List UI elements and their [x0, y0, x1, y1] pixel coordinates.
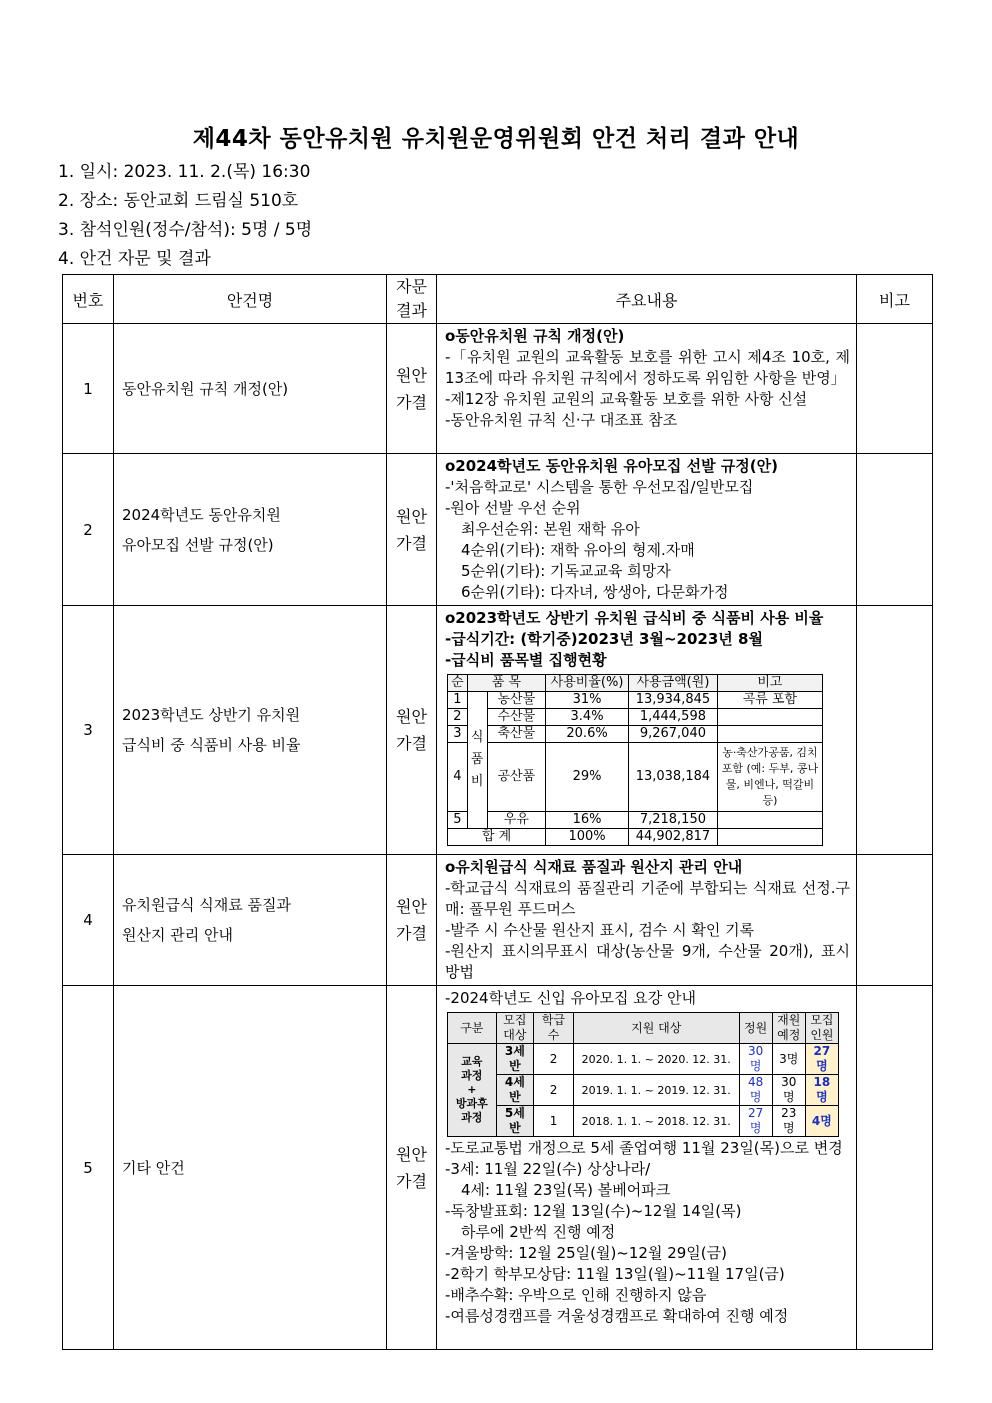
content-heading: o2023학년도 상반기 유치원 급식비 중 식품비 사용 비율 [445, 609, 824, 627]
recruit-count: 27명 [805, 1044, 838, 1075]
row-note [857, 606, 933, 855]
content-line: 4세: 11월 23일(목) 볼베어파크 [461, 1181, 671, 1199]
row-name-line: 원산지 관리 안내 [122, 926, 233, 944]
food-note [717, 812, 822, 829]
food-no: 4 [448, 743, 468, 812]
food-header-amount: 사용금액(원) [628, 675, 717, 692]
row-name [114, 855, 387, 986]
content-line: -원아 선발 우선 순위 [445, 499, 581, 517]
food-note [717, 726, 822, 743]
food-total-ratio: 100% [546, 829, 629, 846]
row-name [114, 454, 387, 606]
content-line: -「유치원 교원의 교육활동 보호를 위한 고시 제4조 10호, 제13조에 따라 유치원 규칙에서 정하도록 위임한 사항을 반영」 [445, 348, 850, 387]
row-result [387, 454, 437, 606]
food-ratio: 16% [546, 812, 629, 829]
recruit-capacity: 27명 [739, 1106, 772, 1137]
food-item: 수산물 [487, 709, 546, 726]
food-ratio: 31% [546, 692, 629, 709]
content-line: 4순위(기타): 재학 유아의 형제.자매 [461, 541, 695, 559]
info-attendance: 3. 참석인원(정수/참석): 5명 / 5명 [58, 220, 313, 240]
recruit-enrolled: 3명 [772, 1044, 805, 1075]
recruit-header: 학급수 [534, 1013, 574, 1044]
recruit-enrolled: 23명 [772, 1106, 805, 1137]
row-result-line2: 가결 [396, 392, 427, 412]
row-num: 3 [63, 606, 114, 855]
food-table-header [448, 675, 823, 692]
recruit-target: 5세반 [496, 1106, 534, 1137]
food-no: 3 [448, 726, 468, 743]
row-num: 1 [63, 324, 114, 454]
food-total-note [717, 829, 822, 846]
content-line: 최우선순위: 본원 재학 유아 [461, 520, 640, 538]
document-title: 제44차 동안유치원 유치원운영위원회 안건 처리 결과 안내 [192, 126, 800, 152]
row-result-line1: 원안 [396, 506, 427, 526]
row-result-line2: 가결 [396, 924, 427, 943]
food-note: 농·축산가공품, 김치 포함 (예: 두부, 콩나물, 비엔나, 떡갈비 등) [717, 743, 822, 812]
food-note [717, 709, 822, 726]
content-heading: -2024학년도 신입 유아모집 요강 안내 [445, 989, 697, 1007]
food-ratio: 29% [546, 743, 629, 812]
row-result-line1: 원안 [396, 1144, 427, 1164]
row-content [437, 324, 857, 454]
agenda-table [62, 274, 933, 1350]
header-result [387, 275, 437, 324]
row-note [857, 986, 933, 1350]
row-result-line1: 원안 [396, 707, 427, 726]
header-result-line2: 결과 [396, 301, 427, 320]
recruit-header: 모집 대상 [496, 1013, 534, 1044]
recruit-classes: 1 [534, 1106, 574, 1137]
row-result-line1: 원안 [396, 365, 427, 385]
recruit-header: 재원 예정 [772, 1013, 805, 1044]
table-row [63, 324, 933, 454]
content-heading: o동안유치원 규칙 개정(안) [445, 327, 625, 345]
content-line: -동안유치원 규칙 신·구 대조표 참조 [445, 411, 678, 429]
recruit-count: 4명 [805, 1106, 838, 1137]
recruit-count: 18명 [805, 1075, 838, 1106]
row-result-line2: 가결 [396, 533, 427, 553]
food-group-label: 식 품 비 [467, 692, 487, 829]
recruit-header: 정원 [739, 1013, 772, 1044]
row-num: 5 [63, 986, 114, 1350]
food-header-item: 품 목 [467, 675, 545, 692]
food-row [448, 692, 823, 709]
content-line: -급식기간: (학기중)2023년 3월~2023년 8월 [445, 630, 763, 648]
recruit-range: 2020. 1. 1. ~ 2020. 12. 31. [573, 1044, 739, 1075]
recruit-row [448, 1075, 839, 1106]
food-header-ratio: 사용비율(%) [546, 675, 629, 692]
food-total-label: 합 계 [448, 829, 546, 846]
row-name-line: 동안유치원 규칙 개정(안) [122, 379, 289, 398]
food-row [448, 709, 823, 726]
content-line: -원산지 표시의무표시 대상(농산물 9개, 수산물 20개), 표시 방법 [445, 942, 850, 981]
food-row [448, 743, 823, 812]
row-result [387, 324, 437, 454]
row-name [114, 606, 387, 855]
content-line: -발주 시 수산물 원산지 표시, 검수 시 확인 기록 [445, 921, 755, 939]
row-name-line: 유치원급식 식재료 품질과 [122, 896, 291, 914]
row-content [437, 454, 857, 606]
content-line: -여름성경캠프를 겨울성경캠프로 확대하여 진행 예정 [445, 1307, 789, 1325]
content-line: -겨울방학: 12월 25일(월)~12월 29일(금) [445, 1244, 727, 1262]
table-row [63, 986, 933, 1350]
food-ratio: 3.4% [546, 709, 629, 726]
recruit-header: 구분 [448, 1013, 497, 1044]
info-date: 1. 일시: 2023. 11. 2.(목) 16:30 [58, 162, 311, 182]
content-line: -급식비 품목별 집행현황 [445, 651, 607, 669]
content-line: 5순위(기타): 기독교교육 희망자 [461, 562, 671, 580]
row-content [437, 986, 857, 1350]
row-note [857, 454, 933, 606]
food-amount: 9,267,040 [628, 726, 717, 743]
row-name-line: 2024학년도 동안유치원 [122, 505, 281, 524]
table-row [63, 454, 933, 606]
header-name: 안건명 [114, 275, 387, 324]
row-content [437, 606, 857, 855]
recruit-classes: 2 [534, 1075, 574, 1106]
food-item: 공산품 [487, 743, 546, 812]
food-item: 우유 [487, 812, 546, 829]
recruit-target: 4세반 [496, 1075, 534, 1106]
food-amount: 1,444,598 [628, 709, 717, 726]
food-item: 축산물 [487, 726, 546, 743]
row-num: 2 [63, 454, 114, 606]
food-total-row [448, 829, 823, 846]
header-num: 번호 [63, 275, 114, 324]
content-line: -제12장 유치원 교원의 교육활동 보호를 위한 사항 신설 [445, 390, 808, 408]
food-amount: 13,934,845 [628, 692, 717, 709]
recruit-table [447, 1012, 839, 1137]
info-agenda: 4. 안건 자문 및 결과 [58, 249, 211, 269]
content-line: -독창발표회: 12월 13일(수)~12월 14일(목) [445, 1202, 742, 1220]
row-name-line: 기타 안건 [122, 1158, 185, 1177]
food-cost-table [447, 674, 823, 846]
recruit-capacity: 48명 [739, 1075, 772, 1106]
food-item: 농산물 [487, 692, 546, 709]
header-note: 비고 [857, 275, 933, 324]
food-no: 2 [448, 709, 468, 726]
recruit-target: 3세반 [496, 1044, 534, 1075]
row-result [387, 986, 437, 1350]
recruit-classes: 2 [534, 1044, 574, 1075]
content-line: -3세: 11월 22일(수) 상상나라/ [445, 1160, 651, 1178]
recruit-capacity: 30명 [739, 1044, 772, 1075]
info-place: 2. 장소: 동안교회 드림실 510호 [58, 191, 299, 211]
row-name [114, 986, 387, 1350]
header-result-line1: 자문 [396, 277, 427, 296]
row-note [857, 324, 933, 454]
food-amount: 7,218,150 [628, 812, 717, 829]
row-note [857, 855, 933, 986]
row-result [387, 855, 437, 986]
content-line: -도로교통법 개정으로 5세 졸업여행 11월 23일(목)으로 변경 [445, 1139, 843, 1157]
row-content [437, 855, 857, 986]
content-line: 6순위(기타): 다자녀, 쌍생아, 다문화가정 [461, 583, 729, 601]
recruit-header: 모집 인원 [805, 1013, 838, 1044]
food-header-no: 순 [448, 675, 468, 692]
row-result [387, 606, 437, 855]
content-heading: o유치원급식 식재료 품질과 원산지 관리 안내 [445, 858, 743, 876]
row-name-line: 2023학년도 상반기 유치원 [122, 706, 301, 724]
table-header-row [63, 275, 933, 324]
row-name-line: 유아모집 선발 규정(안) [122, 535, 274, 554]
row-result-line2: 가결 [396, 734, 427, 753]
food-no: 1 [448, 692, 468, 709]
header-content: 주요내용 [437, 275, 857, 324]
recruit-enrolled: 30명 [772, 1075, 805, 1106]
recruit-header: 지원 대상 [573, 1013, 739, 1044]
table-row [63, 855, 933, 986]
row-name [114, 324, 387, 454]
content-line: -배추수확: 우박으로 인해 진행하지 않음 [445, 1286, 707, 1304]
food-row [448, 812, 823, 829]
food-total-amount: 44,902,817 [628, 829, 717, 846]
recruit-group-label: 교육 과정 + 방과후 과정 [448, 1044, 497, 1137]
row-name-line: 급식비 중 식품비 사용 비율 [122, 736, 301, 754]
content-line: -'처음학교로' 시스템을 통한 우선모집/일반모집 [445, 478, 754, 496]
food-amount: 13,038,184 [628, 743, 717, 812]
row-result-line1: 원안 [396, 897, 427, 916]
recruit-row [448, 1106, 839, 1137]
content-line: 하루에 2반씩 진행 예정 [461, 1223, 616, 1241]
table-row [63, 606, 933, 855]
content-line: -2학기 학부모상담: 11월 13일(월)~11월 17일(금) [445, 1265, 785, 1283]
content-heading: o2024학년도 동안유치원 유아모집 선발 규정(안) [445, 457, 778, 475]
food-ratio: 20.6% [546, 726, 629, 743]
content-line: -학교급식 식재료의 품질관리 기준에 부합되는 식재료 선정.구매: 풀무원 푸드머스 [445, 879, 850, 918]
row-result-line2: 가결 [396, 1171, 427, 1191]
recruit-row [448, 1044, 839, 1075]
food-header-note: 비고 [717, 675, 822, 692]
recruit-range: 2019. 1. 1. ~ 2019. 12. 31. [573, 1075, 739, 1106]
food-note: 곡류 포함 [717, 692, 822, 709]
row-num: 4 [63, 855, 114, 986]
recruit-table-header [448, 1013, 839, 1044]
recruit-range: 2018. 1. 1. ~ 2018. 12. 31. [573, 1106, 739, 1137]
food-no: 5 [448, 812, 468, 829]
food-row [448, 726, 823, 743]
